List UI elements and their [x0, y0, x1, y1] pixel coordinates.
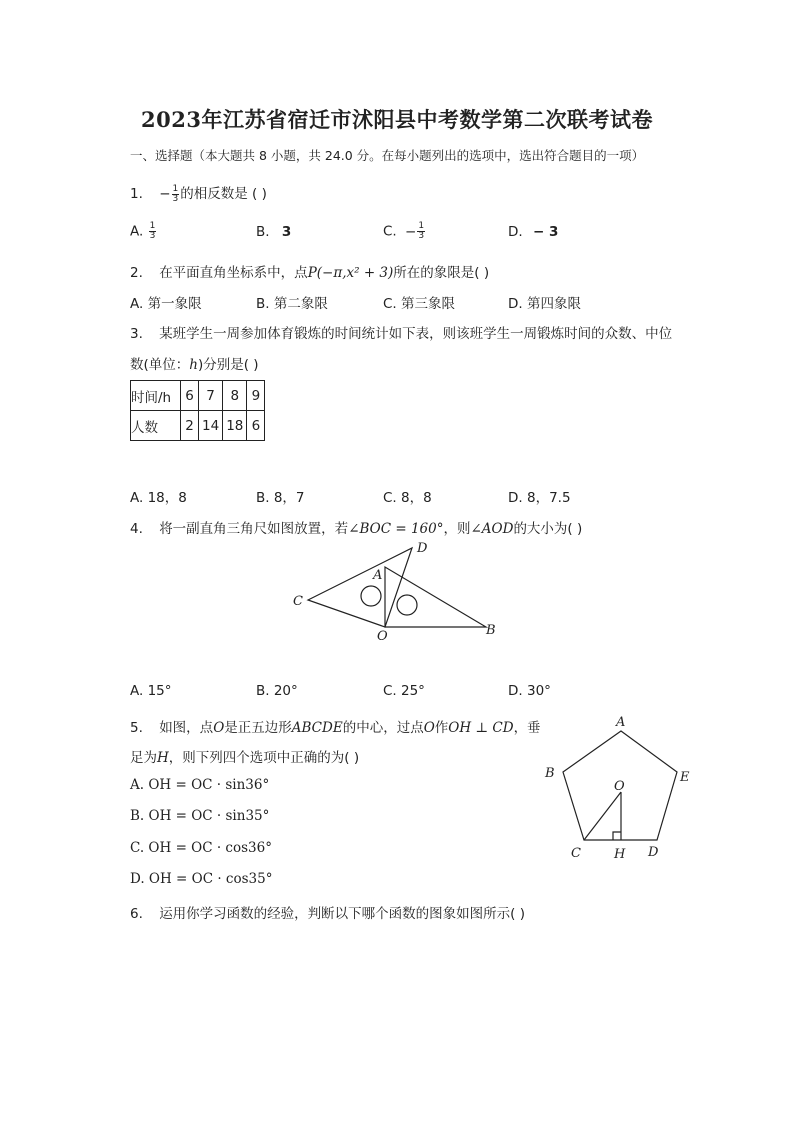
question-1	[130, 182, 267, 204]
q1-option-b[interactable]	[256, 224, 291, 240]
q3-option-a[interactable]: A. 18，8	[130, 490, 187, 506]
question-text: 在平面直角坐标系中，点	[159, 265, 308, 281]
math-variable: O	[213, 720, 225, 736]
q5-option-b[interactable]: B. OH = OC · sin35°	[130, 808, 270, 824]
q1-option-a[interactable]	[130, 222, 157, 241]
fraction-numerator: 1	[418, 221, 425, 231]
option-label: C.	[383, 223, 397, 240]
question-3-line2	[130, 353, 259, 373]
q5-option-d[interactable]: D. OH = OC · cos35°	[130, 871, 273, 887]
label-o: O	[377, 629, 388, 644]
fraction-denominator: 3	[172, 193, 179, 204]
table-cell: 9	[247, 381, 265, 411]
question-text: 是正五边形	[224, 720, 292, 736]
option-label: A.	[130, 223, 144, 240]
math-variable: h	[189, 357, 198, 373]
fraction-numerator: 1	[149, 221, 156, 231]
question-number: 3.	[130, 326, 143, 342]
option-sign: −	[405, 223, 417, 240]
question-4	[130, 517, 582, 537]
table-cell: 7	[199, 381, 223, 411]
set-square-30	[308, 548, 412, 627]
q5-option-c[interactable]: C. OH = OC · cos36°	[130, 840, 272, 856]
label-b: B	[486, 623, 496, 638]
option-value: − 3	[532, 224, 559, 240]
page-title: 2023年江苏省宿迁市沭阳县中考数学第二次联考试卷	[141, 107, 653, 132]
question-text-end: )分别是( )	[197, 357, 259, 373]
question-number: 4.	[130, 521, 143, 537]
table-cell: 2	[181, 411, 199, 441]
q3-option-c[interactable]: C. 8，8	[383, 490, 432, 506]
question-5-line2	[130, 746, 359, 766]
stats-table	[130, 380, 265, 441]
math-expression: P(−π,x² + 3)	[307, 265, 394, 281]
q1-option-c[interactable]	[383, 222, 426, 241]
table-cell: 14	[199, 411, 223, 441]
question-text: 如图，点	[159, 720, 214, 736]
question-number: 2.	[130, 265, 143, 281]
table-cell: 6	[247, 411, 265, 441]
ruler-hole-left	[361, 586, 381, 606]
table-header-cell: 人数	[131, 411, 181, 441]
math-expression: ∠BOC = 160°	[348, 521, 444, 537]
table-row	[131, 381, 265, 411]
question-number: 5.	[130, 720, 143, 736]
ruler-hole-right	[397, 595, 417, 615]
q2-option-a[interactable]: A. 第一象限	[130, 296, 202, 312]
q2-option-c[interactable]: C. 第三象限	[383, 296, 456, 312]
question-6	[130, 902, 525, 922]
fraction-denominator: 3	[149, 231, 156, 241]
pentagon-figure	[540, 712, 720, 867]
table-cell: 6	[181, 381, 199, 411]
table-row	[131, 411, 265, 441]
label-c: C	[293, 594, 303, 609]
fraction	[172, 185, 180, 204]
question-text-end: ，则下列四个选项中正确的为( )	[168, 750, 360, 766]
label-e: E	[680, 770, 690, 785]
question-text: 将一副直角三角尺如图放置，若	[159, 521, 349, 537]
label-b: B	[545, 766, 555, 781]
q2-option-b[interactable]: B. 第二象限	[256, 296, 328, 312]
frac-sign: −	[159, 186, 171, 202]
question-text: 足为	[130, 750, 157, 766]
table-cell: 8	[223, 381, 247, 411]
math-variable: O	[423, 720, 435, 736]
right-angle-mark	[613, 832, 621, 840]
question-text: 某班学生一周参加体育锻炼的时间统计如下表，则该班学生一周锻炼时间的众数、中位	[159, 326, 673, 342]
question-text: 作	[434, 720, 449, 736]
math-variable: H	[157, 750, 169, 766]
q4-option-d[interactable]: D. 30°	[508, 683, 551, 699]
question-number: 1.	[130, 186, 143, 202]
question-5	[130, 716, 541, 736]
label-d: D	[648, 845, 659, 860]
q4-option-c[interactable]: C. 25°	[383, 683, 425, 699]
question-number: 6.	[130, 906, 143, 922]
q4-option-a[interactable]: A. 15°	[130, 683, 172, 699]
fraction-numerator: 1	[172, 183, 179, 194]
question-text: 数(单位：	[130, 357, 190, 373]
fraction	[149, 222, 157, 241]
question-text: 运用你学习函数的经验，判断以下哪个函数的图象如图所示( )	[159, 906, 526, 922]
segment-oc	[584, 792, 621, 840]
label-d: D	[417, 541, 428, 556]
option-value: 3	[281, 224, 292, 240]
label-c: C	[571, 846, 581, 861]
label-a: A	[373, 568, 383, 583]
table-cell: 18	[223, 411, 247, 441]
math-variable: ABCDE	[291, 720, 343, 736]
question-text: 的中心，过点	[342, 720, 424, 736]
math-expression: ∠AOD	[470, 521, 514, 537]
question-text: ，垂	[513, 720, 541, 736]
q3-option-b[interactable]: B. 8，7	[256, 490, 305, 506]
label-o: O	[614, 779, 625, 794]
q3-option-d[interactable]: D. 8，7.5	[508, 490, 571, 506]
q5-option-a[interactable]: A. OH = OC · sin36°	[130, 777, 270, 793]
q2-option-d[interactable]: D. 第四象限	[508, 296, 581, 312]
math-expression: OH ⊥ CD	[448, 720, 514, 736]
section-heading: 一、选择题（本大题共 8 小题，共 24.0 分。在每小题列出的选项中，选出符合题目的一项）	[130, 148, 645, 163]
question-text-end: 的大小为( )	[513, 521, 583, 537]
q1-option-d[interactable]	[508, 224, 558, 240]
triangle-rulers-figure	[280, 535, 510, 645]
option-label: B.	[256, 224, 270, 240]
question-text: 的相反数是 ( )	[180, 186, 267, 202]
option-label: D.	[508, 224, 523, 240]
q4-option-b[interactable]: B. 20°	[256, 683, 298, 699]
fraction-denominator: 3	[418, 231, 425, 241]
label-h: H	[614, 847, 626, 862]
question-2	[130, 261, 489, 281]
label-a: A	[616, 715, 626, 730]
question-text: ，则	[443, 521, 471, 537]
fraction	[417, 222, 425, 241]
question-3	[130, 322, 672, 342]
table-header-cell: 时间/h	[131, 381, 181, 411]
question-text-end: 所在的象限是( )	[393, 265, 490, 281]
